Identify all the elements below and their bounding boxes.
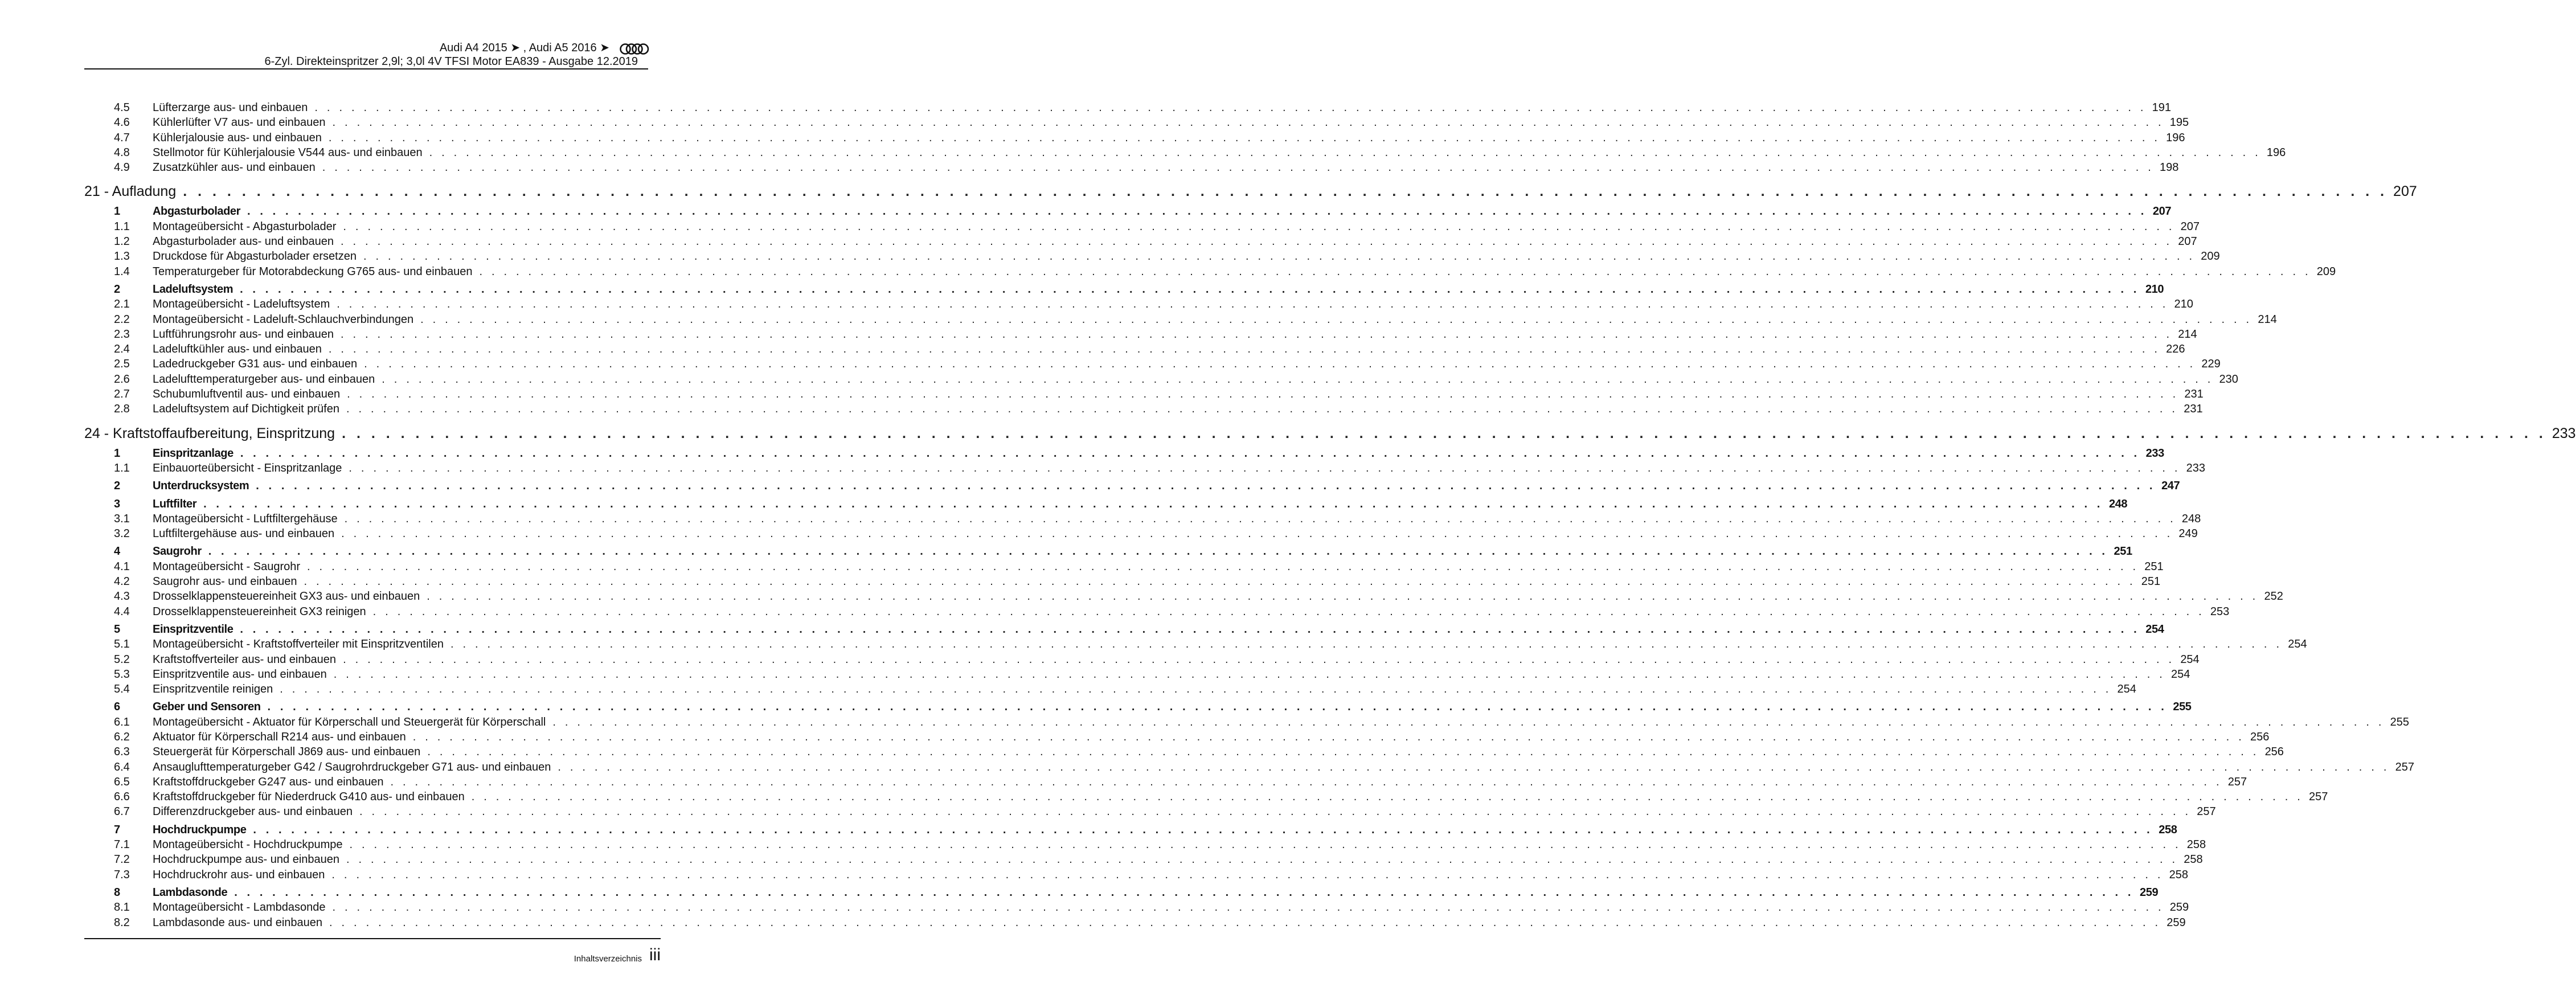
toc-title: Ladelufttemperaturgeber aus- und einbauen bbox=[153, 372, 375, 386]
dot-leader: . . . . . . . . . . . . . . . . . . . . . . . . . . . . . . . . . . . . . . . . . . . . . . . . . . . . . . . . . . . . . . . . . . . . . . . . . . . . . . . . . . . . . . . . . . . . . . . . . . . . . . . . . . . . . . . . . . . . . . . . . . . . . . . . . . . . . . . . . . . . . . . . . . . . . . bbox=[558, 760, 2390, 773]
toc-page: 214 bbox=[2178, 327, 2197, 341]
toc-number: 5.2 bbox=[114, 653, 130, 666]
toc-number: 7.1 bbox=[114, 838, 130, 851]
footer-divider bbox=[84, 938, 661, 939]
toc-number: 2.7 bbox=[114, 388, 130, 401]
dot-leader: . . . . . . . . . . . . . . . . . . . . . . . . . . . . . . . . . . . . . . . . . . . . . . . . . . . . . . . . . . . . . . . . . . . . . . . . . . . . . . . . . . . . . . . . . . . . . . . . . . . . . . . . . . . . . . . . . . . . . . . . . . . . . . . . . . . . . . . . . . . . . . . . . . . . . . bbox=[347, 388, 2179, 401]
toc-number: 4 bbox=[114, 545, 120, 558]
dot-leader: . . . . . . . . . . . . . . . . . . . . . . . . . . . . . . . . . . . . . . . . . . . . . . . . . . . . . . . . . . . . . . . . . . . . . . . . . . . . . . . . . . . . . . . . . . . . . . . . . . . . . . . . . . . . . . . . . . . . . . . . . . . . . . . . . . . . . . . . . . . . . . . . . . . . . . bbox=[328, 131, 2161, 144]
toc-entry[interactable] bbox=[84, 604, 2230, 619]
dot-leader: . . . . . . . . . . . . . . . . . . . . . . . . . . . . . . . . . . . . . . . . . . . . . . . . . . . . . . . . . . . . . . . . . . . . . . . . . . . . . . . . . . . . . . . . . . . . . . . . . . . . . . . . . . . . . . . . . . . . . . . . . . . . . . . . . . . . . . . . . . . . . . . . . . . . . . bbox=[344, 512, 2176, 525]
toc-page: 230 bbox=[2219, 372, 2238, 386]
toc-page: 258 bbox=[2184, 853, 2203, 866]
toc-section[interactable] bbox=[84, 478, 2180, 493]
toc-title: Kraftstoffdruckgeber G247 aus- und einbauen bbox=[153, 775, 384, 788]
toc-title: Luftführungsrohr aus- und einbauen bbox=[153, 327, 334, 341]
toc-page: 207 bbox=[2178, 235, 2197, 248]
toc-title: Geber und Sensoren bbox=[153, 701, 261, 714]
toc-number: 2.5 bbox=[114, 358, 130, 371]
dot-leader: . . . . . . . . . . . . . . . . . . . . . . . . . . . . . . . . . . . . . . . . . . . . . . . . . . . . . . . . . . . . . . . . . . . . . . . . . . . . . . . . . . . . . . . . . . . . . . . . . . . . . . . . . . . . . . . . . . . . . . . . . . . . . . . . . . . . . . . . . . . . . . . . . . . . . . bbox=[234, 886, 2135, 899]
toc-entry[interactable] bbox=[84, 297, 2193, 312]
toc-page: 209 bbox=[2201, 250, 2220, 263]
toc-entry[interactable] bbox=[84, 511, 2201, 526]
footer-section-label: Inhaltsverzeichnis bbox=[574, 954, 642, 964]
toc-section[interactable] bbox=[84, 699, 2192, 714]
header-models: Audi A4 2015 ➤ , Audi A5 2016 ➤ bbox=[439, 42, 609, 54]
toc-entry[interactable] bbox=[84, 915, 2186, 930]
toc-number: 4.2 bbox=[114, 575, 130, 588]
toc-title: Abgasturbolader bbox=[153, 205, 241, 218]
toc-number: 1.1 bbox=[114, 220, 130, 233]
toc-page: 259 bbox=[2167, 916, 2186, 929]
toc-entry[interactable] bbox=[84, 637, 2307, 652]
toc-title: Montageübersicht - Aktuator für Körperschall und Steuergerät für Körperschall bbox=[153, 715, 546, 728]
dot-leader: . . . . . . . . . . . . . . . . . . . . . . . . . . . . . . . . . . . . . . . . . . . . . . . . . . . . . . . . . . . . . . . . . . . . . . . . . . . . . . . . . . . . . . . . . . . . . . . . . . . . . . . . . . . . . . . . . . . . . . . . . . . . . . . . . . . . . . . . . . . . . . . . . . . . . . bbox=[346, 403, 2178, 416]
toc-section[interactable] bbox=[84, 885, 2159, 900]
toc-page: 233 bbox=[2186, 461, 2206, 474]
toc-entry[interactable] bbox=[84, 100, 2172, 115]
dot-leader: . . . . . . . . . . . . . . . . . . . . . . . . . . . . . . . . . . . . . . . . . . . . . . . . . . . . . . . . . . . . . . . . . . . . . . . . . . . . . . . . . . . . . . . . . . . . . . . . . . . . . . . . . . . . . . . . . . . . . . . . . . . . . . . . . . . . . . . . . . . . . . . . . . . . . . bbox=[267, 701, 2168, 714]
dot-leader: . . . . . . . . . . . . . . . . . . . . . . . . . . . . . . . . . . . . . . . . . . . . . . . . . . . . . . . . . . . . . . . . . . . . . . . . . . . . . . . . . . . . . . . . . . . . . . . . . . . . . . . . . . . . . . . . . . . . . . . . . . . . . . . . . . . . . . . . . . . . . . . . . . . . . . bbox=[332, 116, 2164, 129]
toc-page: 226 bbox=[2166, 343, 2185, 356]
toc-section[interactable] bbox=[84, 622, 2164, 637]
toc-number: 6.3 bbox=[114, 746, 130, 759]
dot-leader: . . . . . . . . . . . . . . . . . . . . . . . . . . . . . . . . . . . . . . . . . . . . . . . . . . . . . . . . . . . . . . . . . . . . . . . . . . . . . . . . . . . . . . . . . . . . . . . . . . . . . . . . . . . . . . . . . . . . . . . . . . . . . . . . . . . . . . . . . . . . . . . . . . . . . . bbox=[322, 161, 2154, 174]
toc-number: 4.3 bbox=[114, 590, 130, 603]
toc-title: Hochdruckrohr aus- und einbauen bbox=[153, 868, 325, 881]
toc-title: Montageübersicht - Saugrohr bbox=[153, 560, 301, 573]
toc-page: 254 bbox=[2288, 638, 2307, 651]
toc-number: 5.4 bbox=[114, 683, 130, 696]
toc-number: 2.6 bbox=[114, 372, 130, 386]
toc-page: 233 bbox=[2145, 447, 2164, 460]
toc-title: Ansauglufttemperaturgeber G42 / Saugrohrdruckgeber G71 aus- und einbauen bbox=[153, 760, 551, 773]
dot-leader: . . . . . . . . . . . . . . . . . . . . . . . . . . . . . . . . . . . . . . . . . . . . . . . . . . . . . . . . . . . . . . . . . . . . . . . . . . . . . . . . . . . . . . . . . . . . . . . . . . . . . . . . . . . . . . . . . . . . . . . . . . . . . . . . . . . . . . . . . . . . . . . . . . . . . . bbox=[333, 668, 2166, 681]
toc-page: 214 bbox=[2258, 313, 2277, 326]
toc-title: Ladeluftkühler aus- und einbauen bbox=[153, 343, 322, 356]
toc-number: 4.9 bbox=[114, 161, 130, 174]
dot-leader: . . . . . . . . . . . . . . . . . . . . . . . . . . . . . . . . . . . . . . . . . . . . . . . . . . . . . . . . . . . . . . . . . . . . . . . . . . . . . . . . . . . . . . . . . . . . . . . . . . . . . . . . . . . . . . . . . . . . . . . . . . . . . . . . . . . . . . . . . . . . . . . . . . . . . . bbox=[240, 623, 2140, 636]
toc-page: 255 bbox=[2390, 715, 2409, 728]
toc-entry[interactable] bbox=[84, 760, 2414, 775]
dot-leader: . . . . . . . . . . . . . . . . . . . . . . . . . . . . . . . . . . . . . . . . . . . . . . . . . . . . . . . . . . . . . . . . . . . . . . . . . . . . . . . . . . . . . . . . . . . . . . . . . . . . . . . . . . . . . . . . . . . . . . . . . . . . . . . . . . . . . . . . . . . . . . . . . . . . . . bbox=[343, 653, 2175, 666]
dot-leader: . . . . . . . . . . . . . . . . . . . . . . . . . . . . . . . . . . . . . . . . . . . . . . . . . . . . . . . . . . . . . . . . . . . . . . . . . . . . . . . . . . . . . . . . . . . . . . . . . . . . . . . . . . . . . . . . . . . . . . . . . . . . . . . . . . . . . . . . . . . . . . . . . . . . . . bbox=[256, 480, 2156, 493]
toc-page: 258 bbox=[2169, 868, 2189, 881]
toc-section[interactable] bbox=[84, 544, 2132, 559]
toc-entry[interactable] bbox=[84, 372, 2238, 387]
toc-title: Kraftstoffdruckgeber für Niederdruck G410 aus- und einbauen bbox=[153, 791, 465, 804]
toc-page: 195 bbox=[2169, 116, 2189, 129]
toc-page: 233 bbox=[2552, 425, 2576, 441]
toc-title: Saugrohr bbox=[153, 545, 202, 558]
dot-leader: . . . . . . . . . . . . . . . . . . . . . . . . . . . . . . . . . . . . . . . . . . . . . . . . . . . . . . . . . . . . . . . . . . . . . . . . . . . . . . . . . . . . . . . . . . . . . . . . . . . . . . . . . . . . . . . . . . . . . . . . . . . . . . . . . . . . . . . . . . . . . . . . . . . . . . bbox=[420, 313, 2253, 326]
toc-title: Aktuator für Körperschall R214 aus- und einbauen bbox=[153, 730, 406, 743]
toc-number: 6.7 bbox=[114, 805, 130, 818]
toc-number: 2.8 bbox=[114, 403, 130, 416]
dot-leader: . . . . . . . . . . . . . . . . . . . . . . . . . . . . . . . . . . . . . . . . . . . . . . . . . . . . . . . . . . . . . . . . . . . . . . . . . . . . . . . . . . . . . . . . . . . . . . . . . . . . . . . . . . . . . . . . . . . . . . . . . . . . . . . . . . . . . . . . . . . . . . . . . . . . . . bbox=[364, 358, 2196, 371]
dot-leader: . . . . . . . . . . . . . . . . . . . . . . . . . . . . . . . . . . . . . . . . . . . . . . . . . . . . . . . . . . . . . . . . . . . . . . . . . . . . . . . . . . . . . . . . . . . . . . . . . . . . . . . . . . . . . . . . . . . . . . . . . . . . . . . . . . . . . . . . . . . . . . . . . . . . . . bbox=[183, 183, 2388, 200]
toc-title: Einspritzanlage bbox=[153, 447, 234, 460]
toc-page: 254 bbox=[2145, 623, 2164, 636]
toc-title: Montageübersicht - Luftfiltergehäuse bbox=[153, 512, 338, 525]
toc-title: 21 - Aufladung bbox=[84, 183, 177, 200]
toc-number: 2.2 bbox=[114, 313, 130, 326]
toc-entry[interactable] bbox=[84, 249, 2220, 264]
page-header bbox=[264, 41, 638, 68]
toc-number: 8.2 bbox=[114, 916, 130, 929]
toc-page: 229 bbox=[2201, 358, 2221, 371]
header-subtitle: 6-Zyl. Direkteinspritzer 2,9l; 3,0l 4V TFSI Motor EA839 - Ausgabe 12.2019 bbox=[264, 55, 638, 68]
toc-section[interactable] bbox=[84, 282, 2164, 297]
dot-leader: . . . . . . . . . . . . . . . . . . . . . . . . . . . . . . . . . . . . . . . . . . . . . . . . . . . . . . . . . . . . . . . . . . . . . . . . . . . . . . . . . . . . . . . . . . . . . . . . . . . . . . . . . . . . . . . . . . . . . . . . . . . . . . . . . . . . . . . . . . . . . . . . . . . . . . bbox=[328, 343, 2161, 356]
dot-leader: . . . . . . . . . . . . . . . . . . . . . . . . . . . . . . . . . . . . . . . . . . . . . . . . . . . . . . . . . . . . . . . . . . . . . . . . . . . . . . . . . . . . . . . . . . . . . . . . . . . . . . . . . . . . . . . . . . . . . . . . . . . . . . . . . . . . . . . . . . . . . . . . . . . . . . bbox=[450, 638, 2283, 651]
toc-section[interactable] bbox=[84, 446, 2164, 461]
toc-page: 207 bbox=[2180, 220, 2200, 233]
dot-leader: . . . . . . . . . . . . . . . . . . . . . . . . . . . . . . . . . . . . . . . . . . . . . . . . . . . . . . . . . . . . . . . . . . . . . . . . . . . . . . . . . . . . . . . . . . . . . . . . . . . . . . . . . . . . . . . . . . . . . . . . . . . . . . . . . . . . . . . . . . . . . . . . . . . . . . bbox=[341, 327, 2173, 341]
dot-leader: . . . . . . . . . . . . . . . . . . . . . . . . . . . . . . . . . . . . . . . . . . . . . . . . . . . . . . . . . . . . . . . . . . . . . . . . . . . . . . . . . . . . . . . . . . . . . . . . . . . . . . . . . . . . . . . . . . . . . . . . . . . . . . . . . . . . . . . . . . . . . . . . . . . . . . bbox=[427, 746, 2259, 759]
toc-entry[interactable] bbox=[84, 867, 2189, 882]
toc-entry[interactable] bbox=[84, 461, 2206, 476]
dot-leader: . . . . . . . . . . . . . . . . . . . . . . . . . . . . . . . . . . . . . . . . . . . . . . . . . . . . . . . . . . . . . . . . . . . . . . . . . . . . . . . . . . . . . . . . . . . . . . . . . . . . . . . . . . . . . . . . . . . . . . . . . . . . . . . . . . . . . . . . . . . . . . . . . . . . . . bbox=[332, 901, 2164, 914]
toc-title: Schubumluftventil aus- und einbauen bbox=[153, 388, 341, 401]
toc-number: 4.5 bbox=[114, 101, 130, 114]
toc-title: Stellmotor für Kühlerjalousie V544 aus- und einbauen bbox=[153, 146, 423, 159]
dot-leader: . . . . . . . . . . . . . . . . . . . . . . . . . . . . . . . . . . . . . . . . . . . . . . . . . . . . . . . . . . . . . . . . . . . . . . . . . . . . . . . . . . . . . . . . . . . . . . . . . . . . . . . . . . . . . . . . . . . . . . . . . . . . . . . . . . . . . . . . . . . . . . . . . . . . . . bbox=[343, 220, 2175, 233]
toc-number: 3.1 bbox=[114, 512, 130, 525]
toc-number: 7.2 bbox=[114, 853, 130, 866]
dot-leader: . . . . . . . . . . . . . . . . . . . . . . . . . . . . . . . . . . . . . . . . . . . . . . . . . . . . . . . . . . . . . . . . . . . . . . . . . . . . . . . . . . . . . . . . . . . . . . . . . . . . . . . . . . . . . . . . . . . . . . . . . . . . . . . . . . . . . . . . . . . . . . . . . . . . . . bbox=[203, 497, 2103, 510]
toc-page: 198 bbox=[2160, 161, 2179, 174]
toc-entry[interactable] bbox=[84, 744, 2284, 759]
dot-leader: . . . . . . . . . . . . . . . . . . . . . . . . . . . . . . . . . . . . . . . . . . . . . . . . . . . . . . . . . . . . . . . . . . . . . . . . . . . . . . . . . . . . . . . . . . . . . . . . . . . . . . . . . . . . . . . . . . . . . . . . . . . . . . . . . . . . . . . . . . . . . . . . . . . . . . bbox=[342, 425, 2546, 441]
toc-entry[interactable] bbox=[84, 264, 2336, 279]
toc-page: 254 bbox=[2180, 653, 2200, 666]
dot-leader: . . . . . . . . . . . . . . . . . . . . . . . . . . . . . . . . . . . . . . . . . . . . . . . . . . . . . . . . . . . . . . . . . . . . . . . . . . . . . . . . . . . . . . . . . . . . . . . . . . . . . . . . . . . . . . . . . . . . . . . . . . . . . . . . . . . . . . . . . . . . . . . . . . . . . . bbox=[304, 575, 2136, 588]
toc-number: 7 bbox=[114, 823, 120, 836]
toc-title: Unterdrucksystem bbox=[153, 480, 249, 493]
toc-page: 231 bbox=[2184, 403, 2203, 416]
toc-entry[interactable] bbox=[84, 730, 2270, 744]
toc-number: 6.4 bbox=[114, 760, 130, 773]
toc-entry[interactable] bbox=[84, 667, 2190, 682]
dot-leader: . . . . . . . . . . . . . . . . . . . . . . . . . . . . . . . . . . . . . . . . . . . . . . . . . . . . . . . . . . . . . . . . . . . . . . . . . . . . . . . . . . . . . . . . . . . . . . . . . . . . . . . . . . . . . . . . . . . . . . . . . . . . . . . . . . . . . . . . . . . . . . . . . . . . . . bbox=[359, 805, 2192, 818]
toc-number: 1 bbox=[114, 205, 120, 218]
toc-title: Luftfiltergehäuse aus- und einbauen bbox=[153, 527, 335, 541]
toc-page: 254 bbox=[2171, 668, 2190, 681]
audi-rings-logo-icon bbox=[620, 42, 649, 56]
toc-page: 251 bbox=[2144, 560, 2164, 573]
toc-page: 251 bbox=[2141, 575, 2161, 588]
dot-leader: . . . . . . . . . . . . . . . . . . . . . . . . . . . . . . . . . . . . . . . . . . . . . . . . . . . . . . . . . . . . . . . . . . . . . . . . . . . . . . . . . . . . . . . . . . . . . . . . . . . . . . . . . . . . . . . . . . . . . . . . . . . . . . . . . . . . . . . . . . . . . . . . . . . . . . bbox=[429, 146, 2261, 159]
toc-page: 256 bbox=[2264, 746, 2284, 759]
toc-entry[interactable] bbox=[84, 234, 2197, 249]
dot-leader: . . . . . . . . . . . . . . . . . . . . . . . . . . . . . . . . . . . . . . . . . . . . . . . . . . . . . . . . . . . . . . . . . . . . . . . . . . . . . . . . . . . . . . . . . . . . . . . . . . . . . . . . . . . . . . . . . . . . . . . . . . . . . . . . . . . . . . . . . . . . . . . . . . . . . . bbox=[208, 545, 2108, 558]
toc-entry[interactable] bbox=[84, 357, 2221, 371]
dot-leader: . . . . . . . . . . . . . . . . . . . . . . . . . . . . . . . . . . . . . . . . . . . . . . . . . . . . . . . . . . . . . . . . . . . . . . . . . . . . . . . . . . . . . . . . . . . . . . . . . . . . . . . . . . . . . . . . . . . . . . . . . . . . . . . . . . . . . . . . . . . . . . . . . . . . . . bbox=[314, 101, 2147, 114]
toc-number: 2.3 bbox=[114, 327, 130, 341]
toc-number: 4.6 bbox=[114, 116, 130, 129]
toc-title: Montageübersicht - Kraftstoffverteiler mit Einspritzventilen bbox=[153, 638, 444, 651]
toc-page: 210 bbox=[2145, 282, 2164, 296]
dot-leader: . . . . . . . . . . . . . . . . . . . . . . . . . . . . . . . . . . . . . . . . . . . . . . . . . . . . . . . . . . . . . . . . . . . . . . . . . . . . . . . . . . . . . . . . . . . . . . . . . . . . . . . . . . . . . . . . . . . . . . . . . . . . . . . . . . . . . . . . . . . . . . . . . . . . . . bbox=[341, 235, 2173, 248]
dot-leader: . . . . . . . . . . . . . . . . . . . . . . . . . . . . . . . . . . . . . . . . . . . . . . . . . . . . . . . . . . . . . . . . . . . . . . . . . . . . . . . . . . . . . . . . . . . . . . . . . . . . . . . . . . . . . . . . . . . . . . . . . . . . . . . . . . . . . . . . . . . . . . . . . . . . . . bbox=[329, 916, 2161, 929]
toc-number: 3.2 bbox=[114, 527, 130, 541]
toc-page: 196 bbox=[2166, 131, 2185, 144]
toc-page: 257 bbox=[2227, 775, 2247, 788]
toc-page: 209 bbox=[2316, 265, 2336, 278]
toc-title: Montageübersicht - Hochdruckpumpe bbox=[153, 838, 343, 851]
toc-page: 191 bbox=[2152, 101, 2172, 114]
toc-number: 3 bbox=[114, 497, 120, 510]
toc-entry[interactable] bbox=[84, 652, 2200, 667]
dot-leader: . . . . . . . . . . . . . . . . . . . . . . . . . . . . . . . . . . . . . . . . . . . . . . . . . . . . . . . . . . . . . . . . . . . . . . . . . . . . . . . . . . . . . . . . . . . . . . . . . . . . . . . . . . . . . . . . . . . . . . . . . . . . . . . . . . . . . . . . . . . . . . . . . . . . . . bbox=[337, 298, 2169, 311]
toc-title: Ladedruckgeber G31 aus- und einbauen bbox=[153, 358, 358, 371]
toc-title: 24 - Kraftstoffaufbereitung, Einspritzung bbox=[84, 425, 335, 441]
toc-page: 247 bbox=[2161, 480, 2180, 493]
dot-leader: . . . . . . . . . . . . . . . . . . . . . . . . . . . . . . . . . . . . . . . . . . . . . . . . . . . . . . . . . . . . . . . . . . . . . . . . . . . . . . . . . . . . . . . . . . . . . . . . . . . . . . . . . . . . . . . . . . . . . . . . . . . . . . . . . . . . . . . . . . . . . . . . . . . . . . bbox=[307, 560, 2139, 573]
toc-page: 207 bbox=[2393, 183, 2417, 200]
toc-entry[interactable] bbox=[84, 402, 2203, 416]
toc-page: 258 bbox=[2186, 838, 2206, 851]
toc-entry[interactable] bbox=[84, 130, 2185, 145]
toc-number: 1.4 bbox=[114, 265, 130, 278]
toc-title: Einspritzventile aus- und einbauen bbox=[153, 668, 327, 681]
toc-title: Montageübersicht - Lambdasonde bbox=[153, 901, 326, 914]
toc-section[interactable] bbox=[84, 204, 2172, 219]
toc-number: 4.7 bbox=[114, 131, 130, 144]
toc-page: 257 bbox=[2395, 760, 2414, 773]
toc-page: 249 bbox=[2178, 527, 2198, 541]
toc-entry[interactable] bbox=[84, 852, 2203, 867]
toc-number: 6.1 bbox=[114, 715, 130, 728]
toc-entry[interactable] bbox=[84, 526, 2198, 541]
toc-section[interactable] bbox=[84, 822, 2177, 837]
toc-number: 2.1 bbox=[114, 298, 130, 311]
dot-leader: . . . . . . . . . . . . . . . . . . . . . . . . . . . . . . . . . . . . . . . . . . . . . . . . . . . . . . . . . . . . . . . . . . . . . . . . . . . . . . . . . . . . . . . . . . . . . . . . . . . . . . . . . . . . . . . . . . . . . . . . . . . . . . . . . . . . . . . . . . . . . . . . . . . . . . bbox=[349, 838, 2181, 851]
dot-leader: . . . . . . . . . . . . . . . . . . . . . . . . . . . . . . . . . . . . . . . . . . . . . . . . . . . . . . . . . . . . . . . . . . . . . . . . . . . . . . . . . . . . . . . . . . . . . . . . . . . . . . . . . . . . . . . . . . . . . . . . . . . . . . . . . . . . . . . . . . . . . . . . . . . . . . bbox=[390, 775, 2222, 788]
toc-entry[interactable] bbox=[84, 574, 2161, 589]
toc-title: Einspritzventile bbox=[153, 623, 234, 636]
toc-title: Montageübersicht - Abgasturbolader bbox=[153, 220, 337, 233]
toc-title: Montageübersicht - Ladeluftsystem bbox=[153, 298, 330, 311]
toc-title: Zusatzkühler aus- und einbauen bbox=[153, 161, 316, 174]
toc-title: Lambdasonde aus- und einbauen bbox=[153, 916, 323, 929]
toc-number: 5 bbox=[114, 623, 120, 636]
toc-page: 253 bbox=[2210, 605, 2230, 618]
toc-title: Einbauorteübersicht - Einspritzanlage bbox=[153, 461, 342, 474]
toc-title: Kühlerlüfter V7 aus- und einbauen bbox=[153, 116, 326, 129]
toc-page: 231 bbox=[2184, 388, 2204, 401]
toc-number: 8 bbox=[114, 886, 120, 899]
toc-title: Drosselklappensteuereinheit GX3 reinigen bbox=[153, 605, 366, 618]
dot-leader: . . . . . . . . . . . . . . . . . . . . . . . . . . . . . . . . . . . . . . . . . . . . . . . . . . . . . . . . . . . . . . . . . . . . . . . . . . . . . . . . . . . . . . . . . . . . . . . . . . . . . . . . . . . . . . . . . . . . . . . . . . . . . . . . . . . . . . . . . . . . . . . . . . . . . . bbox=[346, 853, 2178, 866]
toc-number: 6.2 bbox=[114, 730, 130, 743]
toc-page: 196 bbox=[2266, 146, 2286, 159]
toc-number: 4.8 bbox=[114, 146, 130, 159]
toc-title: Hochdruckpumpe aus- und einbauen bbox=[153, 853, 339, 866]
toc-title: Hochdruckpumpe bbox=[153, 823, 247, 836]
table-of-contents bbox=[84, 100, 2576, 930]
toc-entry[interactable] bbox=[84, 342, 2185, 357]
toc-number: 6 bbox=[114, 701, 120, 714]
toc-entry[interactable] bbox=[84, 219, 2200, 234]
toc-page: 252 bbox=[2264, 590, 2283, 603]
toc-title: Kraftstoffverteiler aus- und einbauen bbox=[153, 653, 337, 666]
toc-number: 6.5 bbox=[114, 775, 130, 788]
dot-leader: . . . . . . . . . . . . . . . . . . . . . . . . . . . . . . . . . . . . . . . . . . . . . . . . . . . . . . . . . . . . . . . . . . . . . . . . . . . . . . . . . . . . . . . . . . . . . . . . . . . . . . . . . . . . . . . . . . . . . . . . . . . . . . . . . . . . . . . . . . . . . . . . . . . . . . bbox=[427, 590, 2259, 603]
toc-chapter[interactable] bbox=[84, 424, 2576, 443]
toc-entry[interactable] bbox=[84, 715, 2409, 730]
toc-title: Lambdasonde bbox=[153, 886, 228, 899]
toc-entry[interactable] bbox=[84, 559, 2164, 574]
toc-number: 1.1 bbox=[114, 461, 130, 474]
toc-entry[interactable] bbox=[84, 775, 2247, 789]
dot-leader: . . . . . . . . . . . . . . . . . . . . . . . . . . . . . . . . . . . . . . . . . . . . . . . . . . . . . . . . . . . . . . . . . . . . . . . . . . . . . . . . . . . . . . . . . . . . . . . . . . . . . . . . . . . . . . . . . . . . . . . . . . . . . . . . . . . . . . . . . . . . . . . . . . . . . . bbox=[479, 265, 2311, 278]
toc-number: 8.1 bbox=[114, 901, 130, 914]
toc-page: 255 bbox=[2173, 701, 2192, 714]
toc-page: 251 bbox=[2114, 545, 2132, 558]
toc-title: Druckdose für Abgasturbolader ersetzen bbox=[153, 250, 357, 263]
toc-title: Kühlerjalousie aus- und einbauen bbox=[153, 131, 322, 144]
toc-number: 6.6 bbox=[114, 791, 130, 804]
toc-section[interactable] bbox=[84, 497, 2128, 511]
toc-entry[interactable] bbox=[84, 837, 2206, 852]
dot-leader: . . . . . . . . . . . . . . . . . . . . . . . . . . . . . . . . . . . . . . . . . . . . . . . . . . . . . . . . . . . . . . . . . . . . . . . . . . . . . . . . . . . . . . . . . . . . . . . . . . . . . . . . . . . . . . . . . . . . . . . . . . . . . . . . . . . . . . . . . . . . . . . . . . . . . . bbox=[240, 282, 2140, 296]
toc-title: Ladeluftsystem bbox=[153, 282, 234, 296]
toc-number: 1.3 bbox=[114, 250, 130, 263]
toc-title: Ladeluftsystem auf Dichtigkeit prüfen bbox=[153, 403, 339, 416]
toc-number: 4.1 bbox=[114, 560, 130, 573]
toc-title: Steuergerät für Körperschall J869 aus- und einbauen bbox=[153, 746, 421, 759]
toc-page: 256 bbox=[2250, 730, 2270, 743]
toc-entry[interactable] bbox=[84, 312, 2277, 327]
toc-title: Abgasturbolader aus- und einbauen bbox=[153, 235, 334, 248]
toc-entry[interactable] bbox=[84, 789, 2328, 804]
toc-number: 5.1 bbox=[114, 638, 130, 651]
toc-title: Luftfilter bbox=[153, 497, 197, 510]
header-divider bbox=[84, 68, 648, 69]
dot-leader: . . . . . . . . . . . . . . . . . . . . . . . . . . . . . . . . . . . . . . . . . . . . . . . . . . . . . . . . . . . . . . . . . . . . . . . . . . . . . . . . . . . . . . . . . . . . . . . . . . . . . . . . . . . . . . . . . . . . . . . . . . . . . . . . . . . . . . . . . . . . . . . . . . . . . . bbox=[363, 250, 2196, 263]
dot-leader: . . . . . . . . . . . . . . . . . . . . . . . . . . . . . . . . . . . . . . . . . . . . . . . . . . . . . . . . . . . . . . . . . . . . . . . . . . . . . . . . . . . . . . . . . . . . . . . . . . . . . . . . . . . . . . . . . . . . . . . . . . . . . . . . . . . . . . . . . . . . . . . . . . . . . . bbox=[382, 372, 2214, 386]
toc-title: Montageübersicht - Ladeluft-Schlauchverbindungen bbox=[153, 313, 414, 326]
dot-leader: . . . . . . . . . . . . . . . . . . . . . . . . . . . . . . . . . . . . . . . . . . . . . . . . . . . . . . . . . . . . . . . . . . . . . . . . . . . . . . . . . . . . . . . . . . . . . . . . . . . . . . . . . . . . . . . . . . . . . . . . . . . . . . . . . . . . . . . . . . . . . . . . . . . . . . bbox=[280, 683, 2112, 696]
toc-title: Saugrohr aus- und einbauen bbox=[153, 575, 297, 588]
toc-number: 2 bbox=[114, 480, 120, 493]
toc-page: 257 bbox=[2197, 805, 2216, 818]
toc-number: 1.2 bbox=[114, 235, 130, 248]
dot-leader: . . . . . . . . . . . . . . . . . . . . . . . . . . . . . . . . . . . . . . . . . . . . . . . . . . . . . . . . . . . . . . . . . . . . . . . . . . . . . . . . . . . . . . . . . . . . . . . . . . . . . . . . . . . . . . . . . . . . . . . . . . . . . . . . . . . . . . . . . . . . . . . . . . . . . . bbox=[471, 791, 2303, 804]
toc-entry[interactable] bbox=[84, 160, 2179, 175]
toc-page: 259 bbox=[2140, 886, 2159, 899]
toc-number: 2.4 bbox=[114, 343, 130, 356]
dot-leader: . . . . . . . . . . . . . . . . . . . . . . . . . . . . . . . . . . . . . . . . . . . . . . . . . . . . . . . . . . . . . . . . . . . . . . . . . . . . . . . . . . . . . . . . . . . . . . . . . . . . . . . . . . . . . . . . . . . . . . . . . . . . . . . . . . . . . . . . . . . . . . . . . . . . . . bbox=[341, 527, 2173, 541]
toc-entry[interactable] bbox=[84, 589, 2283, 604]
toc-entry[interactable] bbox=[84, 145, 2286, 160]
footer-page-number: iii bbox=[649, 945, 661, 964]
toc-number: 2 bbox=[114, 282, 120, 296]
toc-entry[interactable] bbox=[84, 327, 2197, 342]
toc-page: 257 bbox=[2308, 791, 2328, 804]
toc-title: Drosselklappensteuereinheit GX3 aus- und einbauen bbox=[153, 590, 420, 603]
toc-entry[interactable] bbox=[84, 804, 2216, 819]
dot-leader: . . . . . . . . . . . . . . . . . . . . . . . . . . . . . . . . . . . . . . . . . . . . . . . . . . . . . . . . . . . . . . . . . . . . . . . . . . . . . . . . . . . . . . . . . . . . . . . . . . . . . . . . . . . . . . . . . . . . . . . . . . . . . . . . . . . . . . . . . . . . . . . . . . . . . . bbox=[372, 605, 2205, 618]
toc-number: 5.3 bbox=[114, 668, 130, 681]
dot-leader: . . . . . . . . . . . . . . . . . . . . . . . . . . . . . . . . . . . . . . . . . . . . . . . . . . . . . . . . . . . . . . . . . . . . . . . . . . . . . . . . . . . . . . . . . . . . . . . . . . . . . . . . . . . . . . . . . . . . . . . . . . . . . . . . . . . . . . . . . . . . . . . . . . . . . . bbox=[253, 823, 2153, 836]
toc-number: 7.3 bbox=[114, 868, 130, 881]
toc-entry[interactable] bbox=[84, 115, 2189, 130]
toc-page: 258 bbox=[2159, 823, 2177, 836]
toc-title: Lüfterzarge aus- und einbauen bbox=[153, 101, 308, 114]
toc-page: 254 bbox=[2117, 683, 2136, 696]
dot-leader: . . . . . . . . . . . . . . . . . . . . . . . . . . . . . . . . . . . . . . . . . . . . . . . . . . . . . . . . . . . . . . . . . . . . . . . . . . . . . . . . . . . . . . . . . . . . . . . . . . . . . . . . . . . . . . . . . . . . . . . . . . . . . . . . . . . . . . . . . . . . . . . . . . . . . . bbox=[331, 868, 2164, 881]
toc-page: 248 bbox=[2181, 512, 2201, 525]
toc-title: Differenzdruckgeber aus- und einbauen bbox=[153, 805, 353, 818]
toc-entry[interactable] bbox=[84, 900, 2189, 915]
toc-number: 1 bbox=[114, 447, 120, 460]
toc-page: 210 bbox=[2174, 298, 2193, 311]
dot-leader: . . . . . . . . . . . . . . . . . . . . . . . . . . . . . . . . . . . . . . . . . . . . . . . . . . . . . . . . . . . . . . . . . . . . . . . . . . . . . . . . . . . . . . . . . . . . . . . . . . . . . . . . . . . . . . . . . . . . . . . . . . . . . . . . . . . . . . . . . . . . . . . . . . . . . . bbox=[552, 715, 2385, 728]
dot-leader: . . . . . . . . . . . . . . . . . . . . . . . . . . . . . . . . . . . . . . . . . . . . . . . . . . . . . . . . . . . . . . . . . . . . . . . . . . . . . . . . . . . . . . . . . . . . . . . . . . . . . . . . . . . . . . . . . . . . . . . . . . . . . . . . . . . . . . . . . . . . . . . . . . . . . . bbox=[240, 447, 2140, 460]
dot-leader: . . . . . . . . . . . . . . . . . . . . . . . . . . . . . . . . . . . . . . . . . . . . . . . . . . . . . . . . . . . . . . . . . . . . . . . . . . . . . . . . . . . . . . . . . . . . . . . . . . . . . . . . . . . . . . . . . . . . . . . . . . . . . . . . . . . . . . . . . . . . . . . . . . . . . . bbox=[349, 461, 2181, 474]
toc-title: Einspritzventile reinigen bbox=[153, 683, 273, 696]
dot-leader: . . . . . . . . . . . . . . . . . . . . . . . . . . . . . . . . . . . . . . . . . . . . . . . . . . . . . . . . . . . . . . . . . . . . . . . . . . . . . . . . . . . . . . . . . . . . . . . . . . . . . . . . . . . . . . . . . . . . . . . . . . . . . . . . . . . . . . . . . . . . . . . . . . . . . . bbox=[247, 205, 2147, 218]
toc-page: 259 bbox=[2169, 901, 2189, 914]
toc-page: 207 bbox=[2152, 205, 2172, 218]
toc-chapter[interactable] bbox=[84, 182, 2417, 201]
toc-title: Temperaturgeber für Motorabdeckung G765 aus- und einbauen bbox=[153, 265, 473, 278]
toc-entry[interactable] bbox=[84, 387, 2204, 402]
dot-leader: . . . . . . . . . . . . . . . . . . . . . . . . . . . . . . . . . . . . . . . . . . . . . . . . . . . . . . . . . . . . . . . . . . . . . . . . . . . . . . . . . . . . . . . . . . . . . . . . . . . . . . . . . . . . . . . . . . . . . . . . . . . . . . . . . . . . . . . . . . . . . . . . . . . . . . bbox=[412, 730, 2245, 743]
toc-page: 248 bbox=[2108, 497, 2128, 510]
toc-entry[interactable] bbox=[84, 682, 2136, 697]
toc-number: 4.4 bbox=[114, 605, 130, 618]
